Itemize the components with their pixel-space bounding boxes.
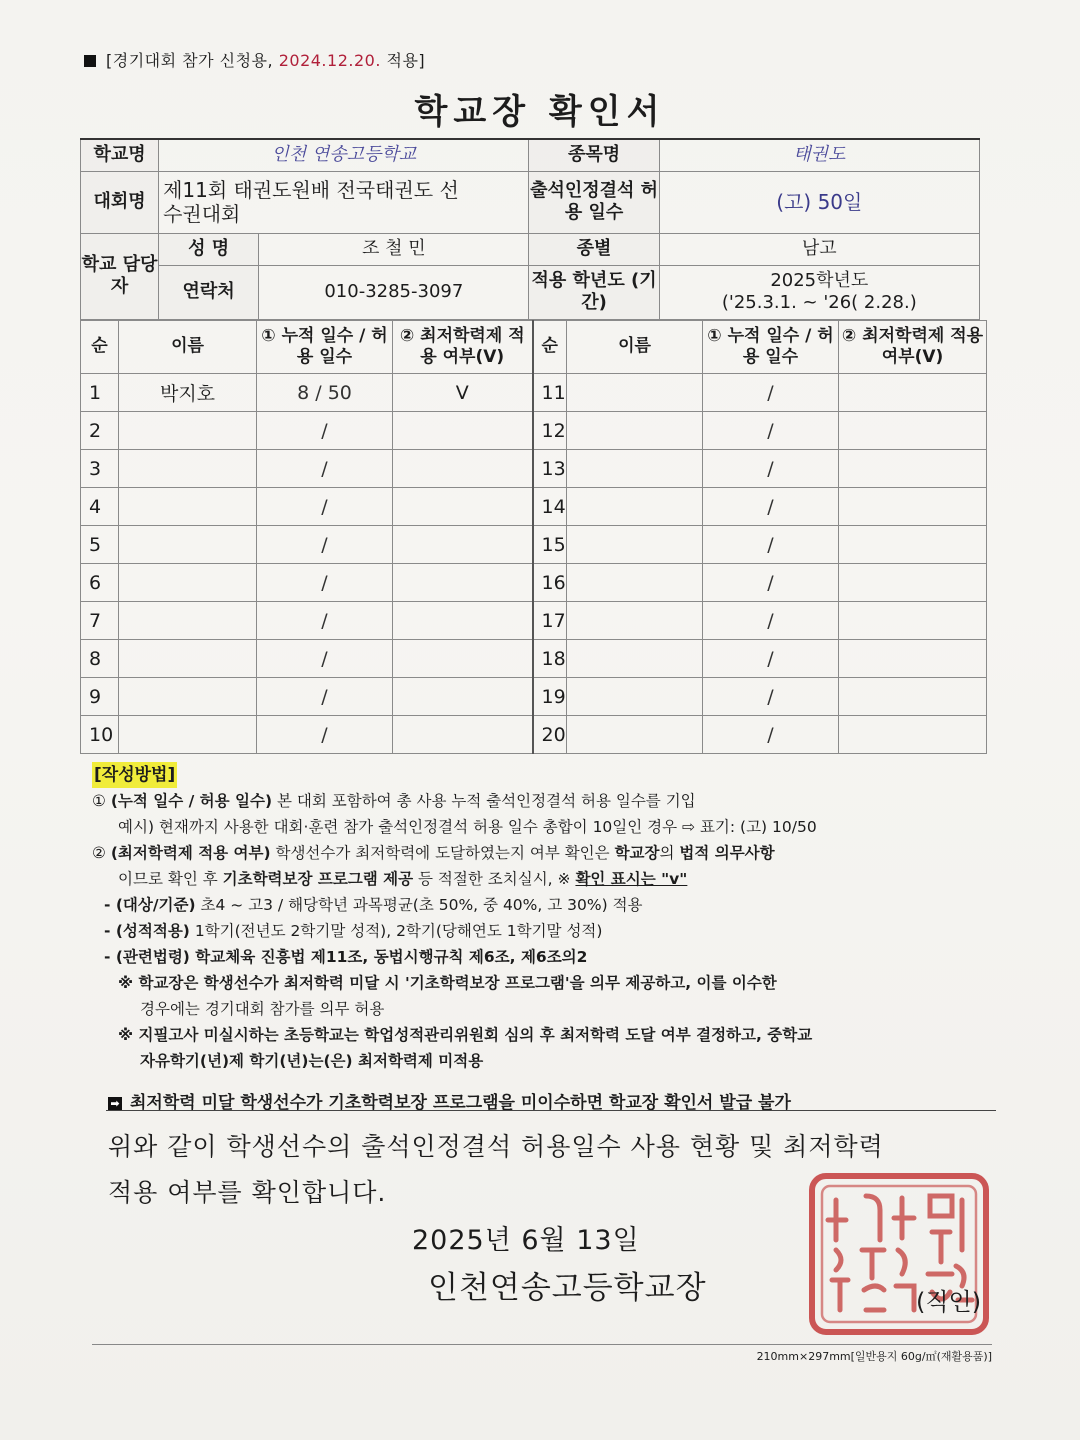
min-academic-cell [839, 678, 987, 716]
min-academic-cell [393, 450, 533, 488]
competition-label: 대회명 [81, 171, 159, 233]
col-header-min: ② 최저학력제 적용 여부(V) [839, 321, 987, 374]
days-cell: / [257, 640, 393, 678]
days-cell: / [703, 488, 839, 526]
table-row [81, 412, 987, 450]
table-row [81, 450, 987, 488]
student-name-cell [567, 564, 703, 602]
days-cell: / [703, 640, 839, 678]
arrow-box-icon: ➡ [108, 1097, 122, 1111]
info-table [80, 138, 980, 320]
method-item-1: ① (누적 일수 / 허용 일수) 본 대회 포함하여 총 사용 누적 출석인정결석 허용 일수를 기입 [92, 792, 696, 810]
row-number: 6 [81, 564, 119, 602]
min-academic-cell [839, 602, 987, 640]
student-name-cell [567, 450, 703, 488]
header-note: [경기대회 참가 신청용, 2024.12.20. 적용] [84, 48, 425, 71]
event-label: 종목명 [529, 139, 659, 171]
min-academic-cell [839, 374, 987, 412]
days-cell: / [257, 678, 393, 716]
min-academic-cell [839, 488, 987, 526]
row-number: 3 [81, 450, 119, 488]
row-number: 9 [81, 678, 119, 716]
days-cell: / [703, 374, 839, 412]
footer-divider [92, 1344, 992, 1345]
notice-line: ➡ 최저학력 미달 학생선수가 기초학력보장 프로그램을 미이수하면 학교장 확인서 발급 불가 [108, 1088, 791, 1113]
student-name-cell [119, 412, 257, 450]
confirmation-text: 위와 같이 학생선수의 출석인정결석 허용일수 사용 현황 및 최저학력 적용 여부를 확인합니다. [108, 1132, 884, 1207]
days-cell: / [257, 412, 393, 450]
criteria-law: - (관련법령) 학교체육 진흥법 제11조, 동법시행규칙 제6조, 제6조의2 [104, 948, 588, 966]
col-header-no: 순 [533, 321, 567, 374]
row-number: 17 [533, 602, 567, 640]
note-2: ※ 지필고사 미실시하는 초등학교는 학업성적관리위원회 심의 후 최저학력 도달 여부 결정하고, 중학교 [118, 1026, 813, 1044]
page-title: 학교장 확인서 [414, 92, 666, 132]
min-academic-cell [393, 640, 533, 678]
table-row [81, 716, 987, 754]
min-academic-cell [393, 526, 533, 564]
min-academic-cell [839, 564, 987, 602]
student-name-cell [567, 412, 703, 450]
seal-label: (직인) [916, 1288, 982, 1316]
event-value: 태권도 [659, 139, 979, 171]
square-bullet-icon [84, 55, 96, 67]
name-value: 조 철 민 [259, 233, 529, 265]
note-2-cont: 자유학기(년)제 학기(년)는(은) 최저학력제 미적용 [140, 1052, 484, 1070]
year-label: 적용 학년도 (기간) [529, 265, 659, 319]
table-row [81, 640, 987, 678]
table-row [81, 602, 987, 640]
gender-value: 남고 [659, 233, 979, 265]
school-label: 학교명 [81, 139, 159, 171]
student-name-cell [119, 678, 257, 716]
days-cell: / [257, 564, 393, 602]
min-academic-cell [393, 488, 533, 526]
row-number: 10 [81, 716, 119, 754]
min-academic-cell [839, 716, 987, 754]
method-section [92, 762, 992, 1074]
col-header-min: ② 최저학력제 적용 여부(V) [393, 321, 533, 374]
row-number: 12 [533, 412, 567, 450]
student-name-cell [119, 450, 257, 488]
days-cell: / [703, 678, 839, 716]
student-name-cell [567, 374, 703, 412]
days-cell: / [257, 488, 393, 526]
days-cell: / [703, 716, 839, 754]
table-row [81, 488, 987, 526]
table-row [81, 678, 987, 716]
min-academic-cell [393, 716, 533, 754]
criteria-grades: - (성적적용) 1학기(전년도 2학기말 성적), 2학기(당해연도 1학기말 성적) [104, 922, 603, 940]
min-academic-cell [393, 564, 533, 602]
min-academic-cell [839, 412, 987, 450]
col-header-days: ① 누적 일수 / 허용 일수 [703, 321, 839, 374]
gender-label: 종별 [529, 233, 659, 265]
days-cell: / [703, 412, 839, 450]
days-cell: 8 / 50 [257, 374, 393, 412]
min-academic-cell [393, 602, 533, 640]
year-value: 2025학년도 ('25.3.1. ~ '26( 2.28.) [659, 265, 979, 319]
row-number: 8 [81, 640, 119, 678]
school-value: 인천 연송고등학교 [159, 139, 529, 171]
days-cell: / [257, 450, 393, 488]
method-example: 예시) 현재까지 사용한 대회·훈련 참가 출석인정결석 허용 일수 총합이 10일인 경우 ⇨ 표기: (고) 10/50 [118, 818, 817, 836]
row-number: 7 [81, 602, 119, 640]
min-academic-cell [839, 640, 987, 678]
row-number: 2 [81, 412, 119, 450]
row-number: 16 [533, 564, 567, 602]
student-name-cell [567, 526, 703, 564]
table-row [81, 564, 987, 602]
min-academic-cell [839, 526, 987, 564]
row-number: 19 [533, 678, 567, 716]
row-number: 20 [533, 716, 567, 754]
table-header-row [81, 321, 987, 374]
row-number: 1 [81, 374, 119, 412]
row-number: 11 [533, 374, 567, 412]
method-tag: [작성방법] [92, 762, 177, 788]
col-header-days: ① 누적 일수 / 허용 일수 [257, 321, 393, 374]
method-item-2-cont: 이므로 확인 후 기초학력보장 프로그램 제공 등 적절한 조치실시, ※ 확인 표시는 "v" [118, 870, 688, 888]
row-number: 18 [533, 640, 567, 678]
days-cell: / [257, 716, 393, 754]
student-name-cell [567, 716, 703, 754]
days-cell: / [257, 526, 393, 564]
note-1: ※ 학교장은 학생선수가 최저학력 미달 시 '기초학력보장 프로그램'을 의무 제공하고, 이를 이수한 [118, 974, 777, 992]
days-cell: / [257, 602, 393, 640]
student-name-cell: 박지호 [119, 374, 257, 412]
student-name-cell [119, 716, 257, 754]
competition-value: 제11회 태권도원배 전국태권도 선 수권대회 [159, 171, 529, 233]
row-number: 14 [533, 488, 567, 526]
row-number: 4 [81, 488, 119, 526]
criteria-target: - (대상/기준) 초4 ~ 고3 / 해당학년 과목평균(초 50%, 중 40%, 고 30%) 적용 [104, 896, 643, 914]
table-row [81, 526, 987, 564]
student-name-cell [119, 564, 257, 602]
allowed-days-value: (고) 50일 [659, 171, 979, 233]
row-number: 5 [81, 526, 119, 564]
paper-spec-footer: 210mm×297mm[일반용지 60g/㎡(재활용품)] [756, 1350, 992, 1363]
principal-signature-line: 인천연송고등학교장 [428, 1270, 707, 1306]
method-item-2: ② (최저학력제 적용 여부) 학생선수가 최저학력에 도달하였는지 여부 확인은 학교장의 법적 의무사항 [92, 844, 775, 862]
student-name-cell [119, 526, 257, 564]
contact-label: 연락처 [159, 265, 259, 319]
student-name-cell [567, 678, 703, 716]
table-row [81, 374, 987, 412]
header-date: 2024.12.20. [278, 51, 381, 70]
staff-label: 학교 담당자 [81, 233, 159, 319]
min-academic-cell [393, 678, 533, 716]
days-cell: / [703, 450, 839, 488]
min-academic-cell [393, 412, 533, 450]
col-header-name: 이름 [567, 321, 703, 374]
min-academic-cell [839, 450, 987, 488]
student-name-cell [119, 488, 257, 526]
name-label: 성 명 [159, 233, 259, 265]
contact-value: 010-3285-3097 [259, 265, 529, 319]
min-academic-cell: V [393, 374, 533, 412]
row-number: 13 [533, 450, 567, 488]
student-name-cell [567, 640, 703, 678]
allowed-days-label: 출석인정결석 허용 일수 [529, 171, 659, 233]
days-cell: / [703, 602, 839, 640]
student-name-cell [119, 640, 257, 678]
student-name-cell [119, 602, 257, 640]
issue-date: 2025년 6월 13일 [412, 1225, 640, 1256]
note-1-cont: 경우에는 경기대회 참가를 의무 허용 [140, 1000, 385, 1018]
col-header-no: 순 [81, 321, 119, 374]
days-cell: / [703, 526, 839, 564]
row-number: 15 [533, 526, 567, 564]
student-name-cell [567, 488, 703, 526]
divider [106, 1110, 996, 1111]
student-name-cell [567, 602, 703, 640]
student-table [80, 320, 987, 754]
col-header-name: 이름 [119, 321, 257, 374]
days-cell: / [703, 564, 839, 602]
